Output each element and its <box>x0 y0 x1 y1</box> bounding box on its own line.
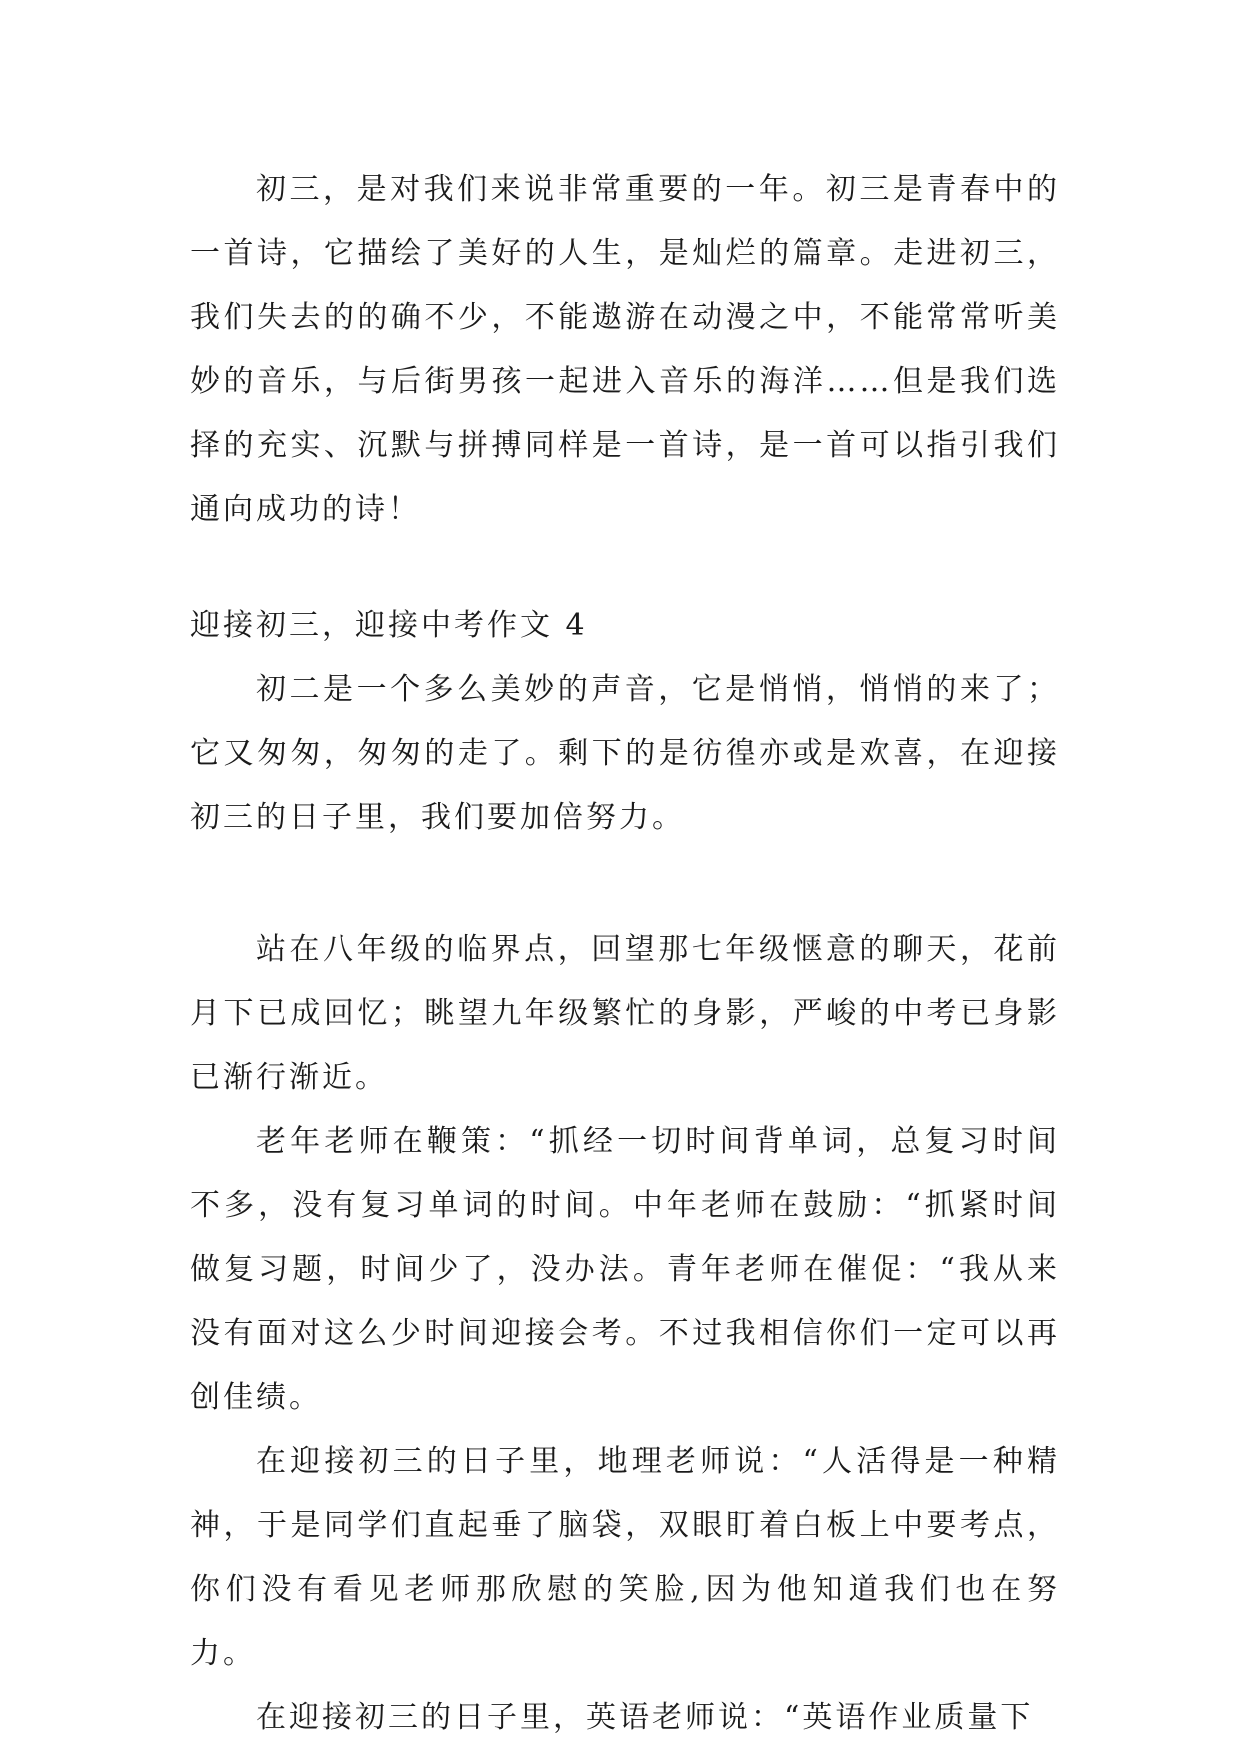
paragraph-body: 在迎接初三的日子里，地理老师说：“人活得是一种精神，于是同学们直起垂了脑袋，双眼盯着白板上中要考点，你们没有看见老师那欣慰的笑脸,因为他知道我们也在努力。 <box>190 1444 1060 1671</box>
paragraph-intro: 初三，是对我们来说非常重要的一年。初三是青春中的一首诗，它描绘了美好的人生，是灿烂的篇章。走进初三，我们失去的的确不少，不能遨游在动漫之中，不能常常听美妙的音乐，与后街男孩一起进入音乐的海洋……但是我们选择的充实、沉默与拼搏同样是一首诗，是一首可以指引我们通向成功的诗！ <box>190 172 1060 527</box>
paragraph-section-intro: 初二是一个多么美妙的声音，它是悄悄，悄悄的来了；它又匆匆，匆匆的走了。剩下的是彷徨亦或是欢喜，在迎接初三的日子里，我们要加倍努力。 <box>190 672 1060 835</box>
section-heading: 迎接初三，迎接中考作文 4 <box>190 608 588 643</box>
paragraph-body: 在迎接初三的日子里，英语老师说：“英语作业质量下 <box>256 1700 1034 1735</box>
paragraph-body: 站在八年级的临界点，回望那七年级惬意的聊天，花前月下已成回忆；眺望九年级繁忙的身影，严峻的中考已身影已渐行渐近。 <box>190 932 1060 1095</box>
paragraph-spacer <box>190 542 1060 594</box>
paragraph-body: 老年老师在鞭策：“抓经一切时间背单词，总复习时间不多，没有复习单词的时间。中年老师在鼓励：“抓紧时间做复习题，时间少了，没办法。青年老师在催促：“我从来没有面对这么少时间迎接会考。不过我相信你们一定可以再创佳绩。 <box>190 1124 1060 1415</box>
paragraph-spacer <box>190 850 1060 918</box>
document-body <box>190 158 1060 1750</box>
